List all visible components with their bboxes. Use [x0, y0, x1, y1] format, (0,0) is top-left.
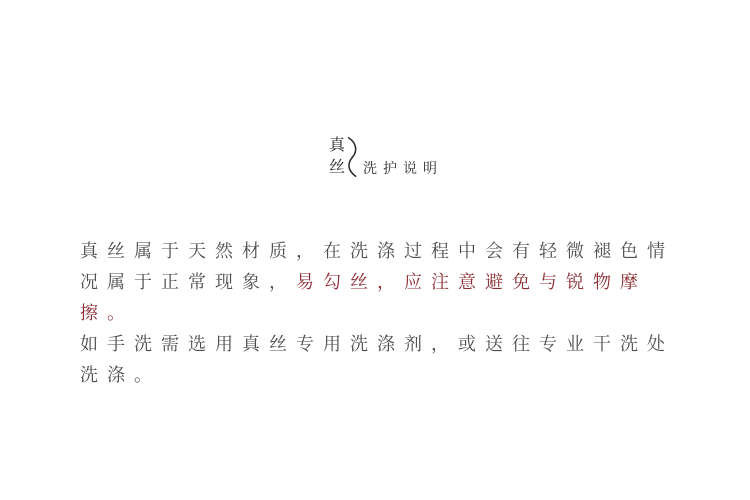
- title-char-bottom: 丝: [329, 159, 346, 176]
- s-curve-flourish-icon: [346, 135, 360, 179]
- title-subtitle: 洗护说明: [363, 160, 444, 176]
- paragraph: [80, 329, 684, 391]
- title-char-top: 真: [329, 137, 346, 154]
- emphasis-text: 易勾丝，应注意避免与锐物摩擦。: [80, 272, 647, 323]
- paragraph: [80, 236, 684, 329]
- normal-text: 如手洗需选用真丝专用洗涤剂，或送往专业干洗处洗涤。: [80, 334, 674, 385]
- title-vertical-word: [329, 135, 345, 179]
- care-instructions-text: [80, 236, 684, 391]
- title-block: [329, 135, 443, 179]
- normal-text: 真丝属于天然材质，在洗涤过程中会有轻微褪色情况属于正常现象，: [80, 241, 674, 292]
